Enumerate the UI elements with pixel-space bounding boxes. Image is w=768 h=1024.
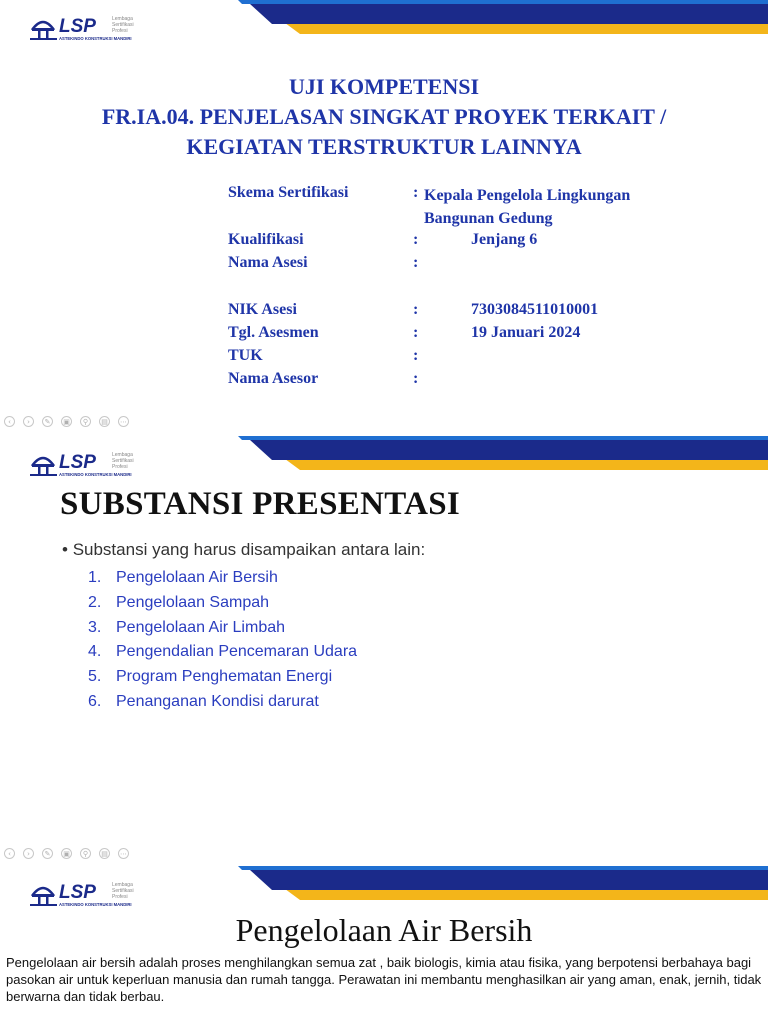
svg-text:ASTEKINDO KONSTRUKSI MANDIRI: ASTEKINDO KONSTRUKSI MANDIRI	[59, 902, 132, 907]
info-label: Tgl. Asesmen	[228, 324, 319, 341]
info-colon: :	[413, 370, 419, 387]
slides-icon[interactable]: ▣	[61, 848, 72, 859]
svg-text:Lembaga: Lembaga	[112, 452, 133, 458]
slide-1	[0, 0, 768, 410]
lsp-logo	[30, 878, 142, 908]
bullet-icon: •	[62, 540, 73, 559]
list-number: 3.	[88, 618, 102, 636]
svg-text:Profesi: Profesi	[112, 464, 128, 470]
list-number: 2.	[88, 593, 102, 611]
svg-text:Profesi: Profesi	[112, 28, 128, 34]
slide-3	[0, 866, 768, 1024]
lsp-logo	[30, 448, 142, 478]
topic-list	[88, 566, 357, 715]
slide-controls	[0, 410, 768, 434]
slide-2	[0, 436, 768, 842]
prev-icon[interactable]: ‹	[4, 848, 15, 859]
lsp-logo	[30, 12, 142, 42]
pen-icon[interactable]: ✎	[42, 848, 53, 859]
intro-bullet	[62, 540, 425, 560]
list-text: Penanganan Kondisi darurat	[116, 692, 319, 710]
info-label: Kualifikasi	[228, 231, 304, 248]
slide-2-title: SUBSTANSI PRESENTASI	[60, 486, 461, 522]
prev-icon[interactable]: ‹	[4, 416, 15, 427]
svg-text:LSP: LSP	[59, 882, 96, 903]
info-colon: :	[413, 254, 419, 271]
list-item	[88, 616, 357, 641]
more-icon[interactable]: ⋯	[120, 850, 127, 858]
slides-icon[interactable]: ▣	[61, 416, 72, 427]
info-label: Nama Asesi	[228, 254, 308, 271]
pen-icon[interactable]: ✎	[42, 416, 53, 427]
info-label: TUK	[228, 347, 263, 364]
title-line-3: KEGIATAN TERSTRUKTUR LAINNYA	[186, 134, 582, 159]
list-text: Pengelolaan Air Bersih	[116, 569, 278, 586]
list-item	[88, 640, 357, 665]
info-value: 19 Januari 2024	[471, 324, 581, 341]
list-number: 4.	[88, 643, 102, 661]
intro-text: Substansi yang harus disampaikan antara lain:	[72, 540, 426, 559]
info-colon: :	[413, 347, 419, 364]
slide-1-title	[0, 72, 768, 162]
next-icon[interactable]: ›	[23, 416, 34, 427]
list-number: 5.	[88, 668, 102, 686]
more-icon[interactable]: ⋯	[120, 418, 127, 426]
svg-text:ASTEKINDO KONSTRUKSI MANDIRI: ASTEKINDO KONSTRUKSI MANDIRI	[59, 36, 132, 41]
svg-text:Profesi: Profesi	[112, 894, 128, 900]
next-icon[interactable]: ›	[23, 848, 34, 859]
info-value	[424, 184, 630, 230]
info-value-line-1: Kepala Pengelola Lingkungan	[424, 187, 631, 204]
info-label: Skema Sertifikasi	[228, 184, 349, 201]
svg-text:Sertifikasi: Sertifikasi	[112, 22, 134, 28]
info-colon: :	[413, 324, 419, 341]
svg-text:LSP: LSP	[59, 452, 96, 473]
info-value: 7303084511010001	[471, 301, 599, 318]
zoom-icon[interactable]: ⚲	[80, 848, 91, 859]
list-item	[88, 690, 357, 715]
info-value-line-2: Bangunan Gedung	[424, 210, 553, 227]
list-item	[88, 591, 357, 616]
title-line-2: FR.IA.04. PENJELASAN SINGKAT PROYEK TERKAIT /	[101, 104, 667, 129]
svg-text:Sertifikasi: Sertifikasi	[112, 458, 134, 464]
list-text: Pengelolaan Sampah	[116, 593, 270, 611]
subtitles-icon[interactable]: ▤	[99, 416, 110, 427]
slide-3-title: Pengelolaan Air Bersih	[235, 912, 533, 948]
list-item	[88, 665, 357, 690]
slide-3-body: Pengelolaan air bersih adalah proses menghilangkan semua zat , baik biologis, kimia atau fisika, yang berpotensi berbahaya bagi pasokan air untuk keperluan manusia dan rumah tangga. Perawatan ini membantu menghasilkan air yang aman, enak, jernih, tidak berwarna dan tidak berbau.	[6, 955, 762, 1004]
list-text: Pengelolaan Air Limbah	[116, 618, 286, 636]
info-colon: :	[413, 184, 419, 201]
slide-controls	[0, 842, 768, 866]
info-label: NIK Asesi	[228, 301, 297, 318]
list-number: 1.	[88, 569, 102, 586]
title-line-1: UJI KOMPETENSI	[288, 74, 480, 99]
list-text: Pengendalian Pencemaran Udara	[116, 643, 358, 661]
list-number: 6.	[88, 692, 102, 710]
info-value: Jenjang 6	[471, 231, 538, 248]
info-colon: :	[413, 231, 419, 248]
svg-text:LSP: LSP	[59, 16, 96, 37]
subtitles-icon[interactable]: ▤	[99, 848, 110, 859]
list-text: Program Penghematan Energi	[116, 668, 333, 686]
info-label: Nama Asesor	[228, 370, 319, 387]
info-colon: :	[413, 301, 419, 318]
zoom-icon[interactable]: ⚲	[80, 416, 91, 427]
svg-text:Sertifikasi: Sertifikasi	[112, 888, 134, 894]
svg-text:Lembaga: Lembaga	[112, 16, 133, 22]
svg-text:Lembaga: Lembaga	[112, 882, 133, 888]
svg-text:ASTEKINDO KONSTRUKSI MANDIRI: ASTEKINDO KONSTRUKSI MANDIRI	[59, 472, 132, 477]
list-item	[88, 566, 357, 591]
